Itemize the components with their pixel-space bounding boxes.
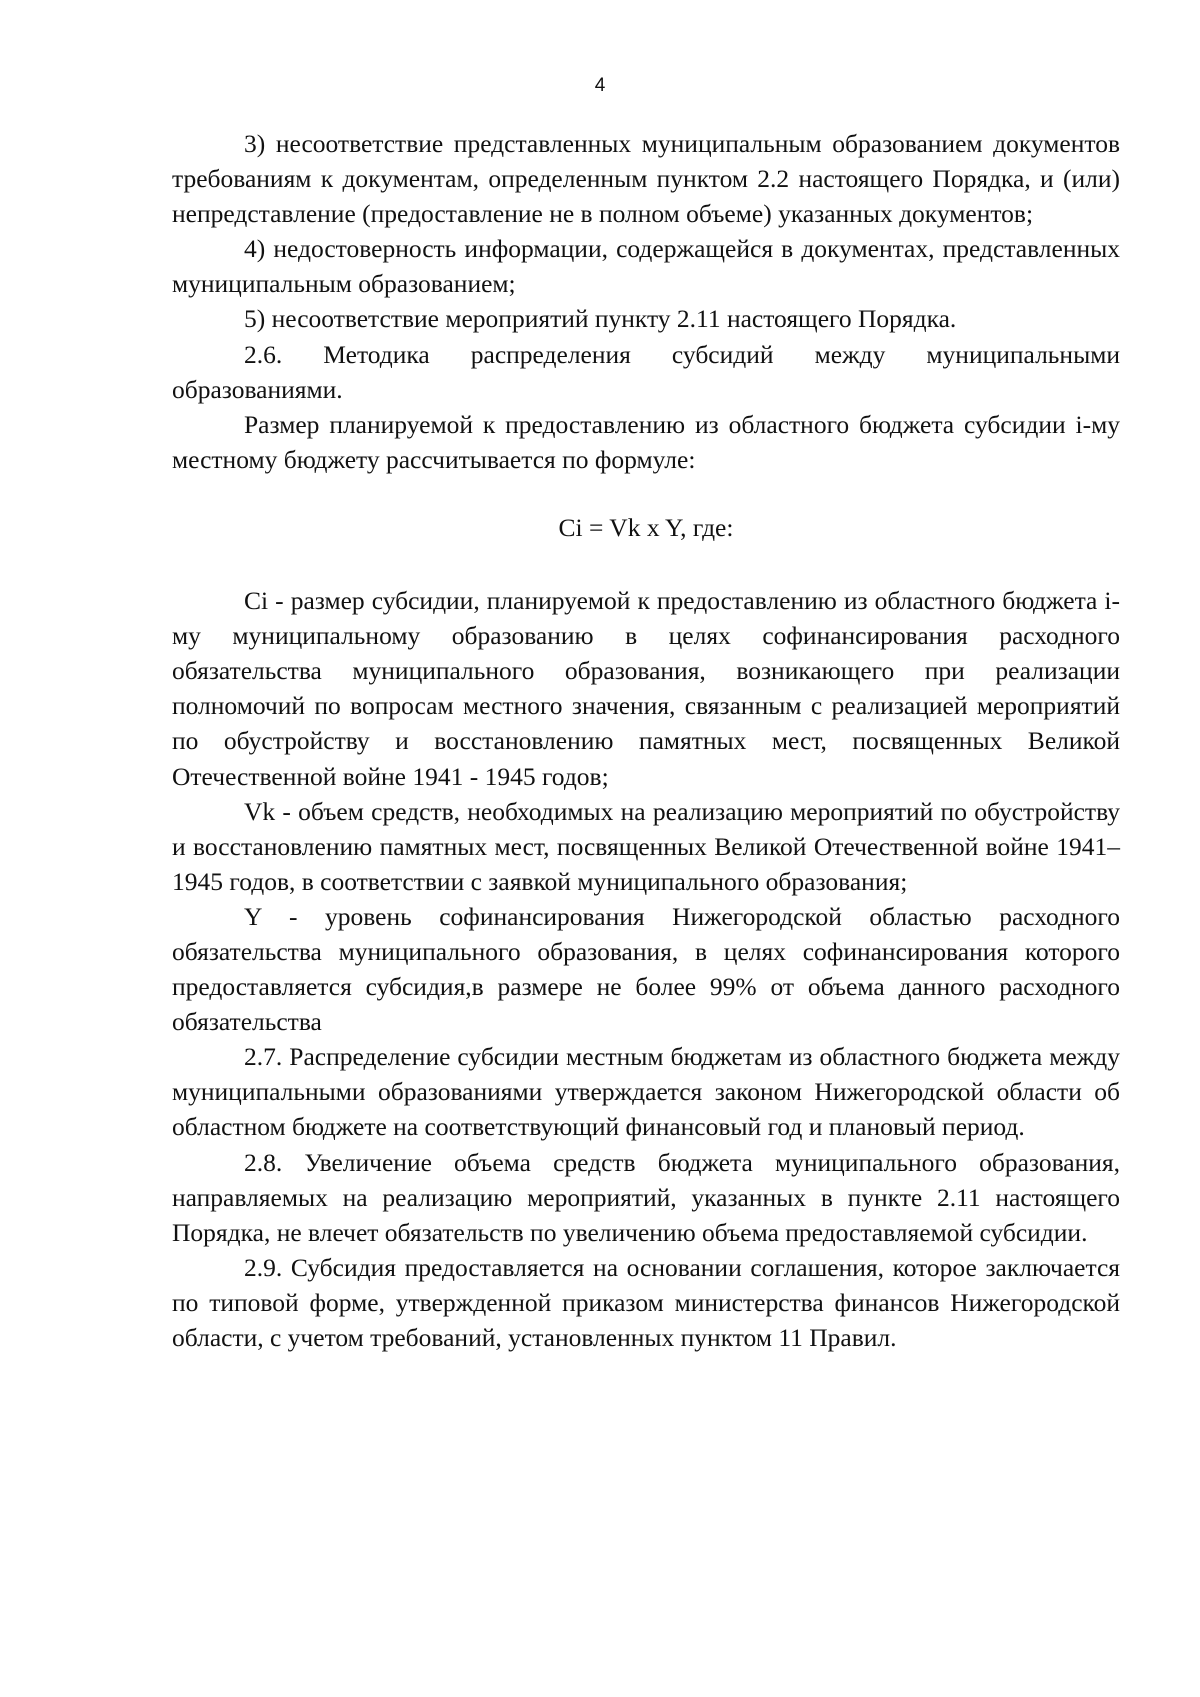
paragraph-item-3: 3) несоответствие представленных муниципальным образованием документов требованиям к документам, определенным пунктом 2.2 настоящего Порядка, и (или) непредставление (предоставление не в полном объеме) указанных документов; <box>172 129 1120 229</box>
document-body <box>172 126 1120 1355</box>
paragraph-y-definition: Y - уровень софинансирования Нижегородской областью расходного обязательства муниципального образования, в целях софинансирования которого предоставляется субсидия,в размере не более 99% от объема данного расходного обязательства <box>172 901 1120 1037</box>
page-number: 4 <box>594 75 606 96</box>
paragraph-item-5: 5) несоответствие мероприятий пункту 2.11 настоящего Порядка. <box>244 304 957 334</box>
paragraph-section-2-7: 2.7. Распределение субсидии местным бюджетам из областного бюджета между муниципальными образованиями утверждается законом Нижегородской области об областном бюджете на соответствующий финансовый год и плановый период. <box>172 1042 1120 1142</box>
formula: Ci = Vk x Y, где: <box>558 512 734 542</box>
paragraph-section-2-6: 2.6. Методика распределения субсидий между муниципальными образованиями. <box>172 339 1120 404</box>
paragraph-vk-definition: Vk - объем средств, необходимых на реализацию мероприятий по обустройству и восстановлению памятных мест, посвященных Великой Отечественной войне 1941–1945 годов, в соответствии с заявкой муниципального образования; <box>172 796 1120 896</box>
paragraph-ci-definition: Ci - размер субсидии, планируемой к предоставлению из областного бюджета i-му муниципальному образованию в целях софинансирования расходного обязательства муниципального образования, возникающего при реализации полномочий по вопросам местного значения, связанным с реализацией мероприятий по обустройству и восстановлению памятных мест, посвященных Великой Отечественной войне 1941 - 1945 годов; <box>172 586 1120 791</box>
paragraph-section-2-8: 2.8. Увеличение объема средств бюджета муниципального образования, направляемых на реализацию мероприятий, указанных в пункте 2.11 настоящего Порядка, не влечет обязательств по увеличению объема предоставляемой субсидии. <box>172 1147 1120 1247</box>
paragraph-formula-intro: Размер планируемой к предоставлению из областного бюджета субсидии i-му местному бюджету рассчитывается по формуле: <box>172 409 1120 474</box>
paragraph-item-4: 4) недостоверность информации, содержащейся в документах, представленных муниципальным образованием; <box>172 234 1120 299</box>
paragraph-section-2-9: 2.9. Субсидия предоставляется на основании соглашения, которое заключается по типовой форме, утвержденной приказом министерства финансов Нижегородской области, с учетом требований, установленных пунктом 11 Правил. <box>172 1252 1120 1352</box>
